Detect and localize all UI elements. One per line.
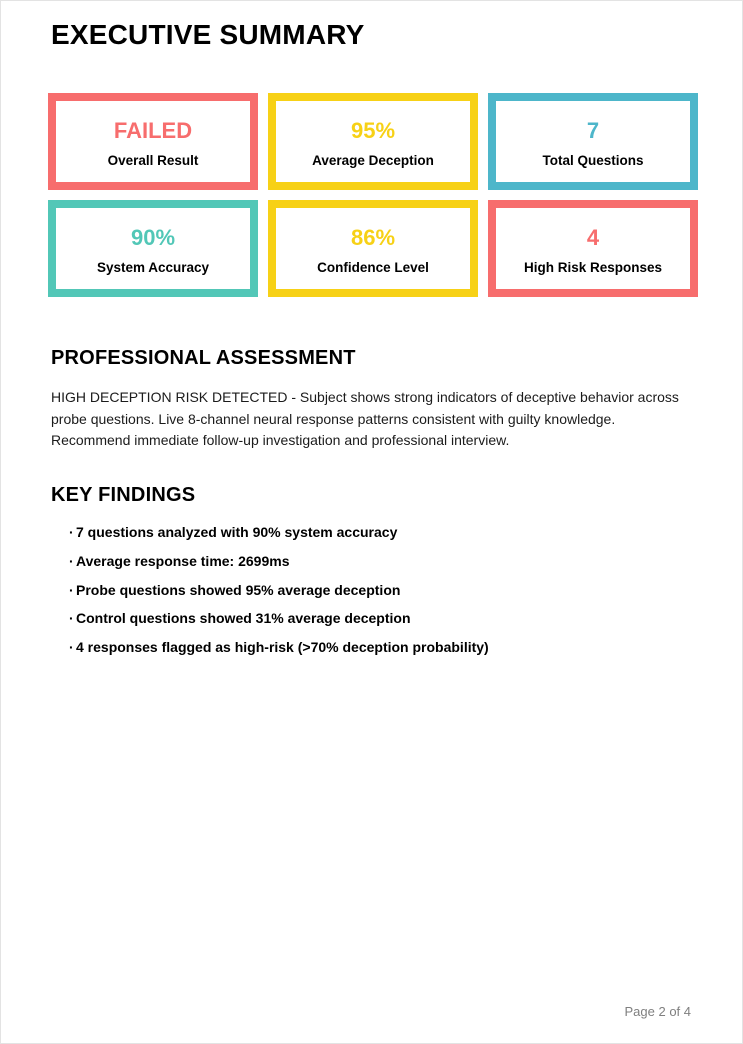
- stat-card-total-questions: [488, 93, 698, 190]
- stat-label: High Risk Responses: [523, 260, 663, 276]
- stat-value: 7: [586, 117, 600, 143]
- stat-value: 4: [586, 224, 600, 250]
- stat-card-overall-result: [48, 93, 258, 190]
- key-finding-text: Control questions showed 31% average deception: [76, 610, 411, 627]
- bullet-dot: ·: [69, 524, 74, 540]
- stat-label: System Accuracy: [96, 260, 210, 276]
- stat-label: Average Deception: [312, 153, 434, 169]
- key-finding-text: Average response time: 2699ms: [76, 552, 290, 569]
- stat-card-confidence-level: [268, 200, 478, 297]
- stat-value: FAILED: [113, 117, 193, 143]
- section-heading-professional-assessment: PROFESSIONAL ASSESSMENT: [51, 347, 356, 369]
- key-finding-text: 4 responses flagged as high-risk (>70% deception probability): [76, 639, 489, 656]
- key-findings-list: [69, 525, 689, 669]
- section-heading-key-findings: KEY FINDINGS: [51, 484, 196, 506]
- key-finding-item: [69, 611, 689, 625]
- stat-card-high-risk-responses: [488, 200, 698, 297]
- key-finding-text: 7 questions analyzed with 90% system accuracy: [76, 524, 398, 540]
- key-finding-item: [69, 525, 689, 539]
- stat-value: 95%: [350, 117, 396, 143]
- stat-card-average-deception: [268, 93, 478, 190]
- stats-grid: [48, 93, 698, 297]
- page-title: EXECUTIVE SUMMARY: [51, 19, 365, 50]
- page-number: Page 2 of 4: [624, 1004, 691, 1019]
- bullet-dot: ·: [69, 639, 74, 656]
- bullet-dot: ·: [69, 581, 74, 598]
- bullet-dot: ·: [69, 552, 74, 569]
- bullet-dot: ·: [69, 610, 74, 627]
- stat-label: Total Questions: [542, 153, 644, 169]
- stat-label: Overall Result: [107, 153, 199, 169]
- key-finding-text: Probe questions showed 95% average deception: [76, 581, 401, 598]
- stat-value: 86%: [350, 224, 396, 250]
- stat-value: 90%: [130, 224, 176, 250]
- stat-card-system-accuracy: [48, 200, 258, 297]
- key-finding-item: [69, 640, 689, 654]
- assessment-paragraph: HIGH DECEPTION RISK DETECTED - Subject shows strong indicators of deceptive behavior across probe questions. Live 8-channel neural response patterns consistent with guilty knowledge. Recommend immediate follow-up investigation and professional interview.: [51, 389, 679, 448]
- stat-label: Confidence Level: [317, 260, 429, 276]
- key-finding-item: [69, 554, 689, 568]
- key-finding-item: [69, 583, 689, 597]
